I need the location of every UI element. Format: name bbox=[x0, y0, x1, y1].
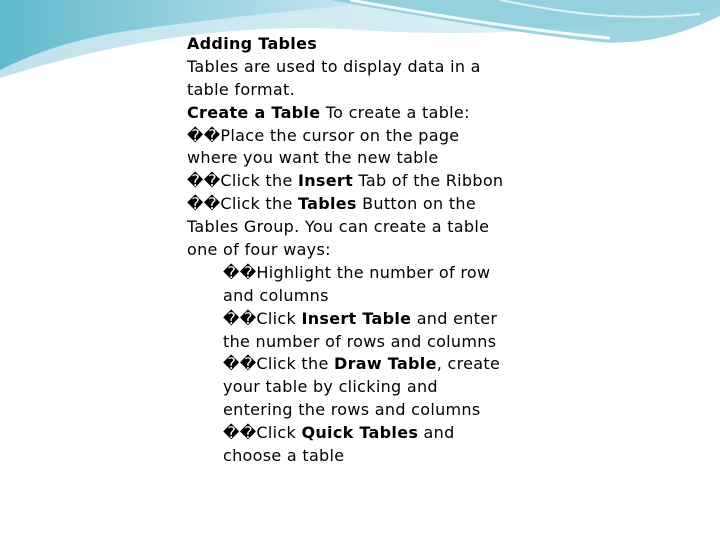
text-run: where you want the new table bbox=[187, 148, 439, 168]
text-run: your table by clicking and bbox=[223, 377, 438, 397]
text-run: entering the rows and columns bbox=[223, 400, 481, 420]
text-run: Click the bbox=[220, 171, 298, 191]
bullet-line bbox=[187, 353, 547, 376]
text-run: Tables Group. You can create a table bbox=[187, 217, 490, 237]
text-line bbox=[187, 399, 547, 422]
bullet-glyph: �� bbox=[187, 194, 221, 214]
text-line bbox=[187, 147, 547, 170]
bold-text: Insert bbox=[297, 171, 354, 191]
bullet-glyph: �� bbox=[223, 308, 257, 328]
bullet-glyph: �� bbox=[223, 423, 257, 443]
text-run: Tab of the Ribbon bbox=[353, 171, 504, 191]
bold-text: Draw Table bbox=[333, 354, 437, 374]
text-run: , create bbox=[436, 354, 501, 374]
text-run: Click the bbox=[256, 354, 334, 374]
text-line bbox=[187, 33, 547, 56]
text-line bbox=[187, 376, 547, 399]
text-line bbox=[187, 285, 547, 308]
bullet-line bbox=[187, 422, 547, 445]
text-run: table format. bbox=[187, 79, 295, 99]
text-line bbox=[187, 56, 547, 79]
text-run: Click bbox=[256, 423, 302, 443]
bold-text: Insert Table bbox=[301, 308, 412, 328]
text-line bbox=[187, 102, 547, 125]
text-run: Highlight the number of row bbox=[256, 262, 491, 282]
text-run: and bbox=[418, 423, 455, 443]
text-run: To create a table: bbox=[320, 102, 470, 122]
text-run: Place the cursor on the page bbox=[220, 125, 460, 145]
bullet-glyph: �� bbox=[223, 354, 257, 374]
text-line bbox=[187, 216, 547, 239]
bullet-line bbox=[187, 262, 547, 285]
bullet-glyph: �� bbox=[187, 125, 221, 145]
text-run: Button on the bbox=[356, 194, 476, 214]
bullet-glyph: �� bbox=[223, 262, 257, 282]
text-line bbox=[187, 331, 547, 354]
text-run: and columns bbox=[223, 285, 329, 305]
bullet-line bbox=[187, 193, 547, 216]
bold-text: Quick Tables bbox=[301, 423, 419, 443]
text-run: and enter bbox=[411, 308, 498, 328]
text-line bbox=[187, 79, 547, 102]
text-run: choose a table bbox=[223, 446, 345, 466]
text-run: Click bbox=[256, 308, 302, 328]
text-run: Click the bbox=[220, 194, 298, 214]
bullet-line bbox=[187, 308, 547, 331]
bold-text: Adding Tables bbox=[187, 34, 318, 53]
bold-text: Tables bbox=[297, 194, 357, 214]
bullet-line bbox=[187, 170, 547, 193]
bold-text: Create a Table bbox=[187, 102, 321, 122]
text-line bbox=[187, 445, 547, 468]
text-run: Tables are used to display data in a bbox=[187, 56, 481, 76]
bullet-glyph: �� bbox=[187, 171, 221, 191]
text-run: one of four ways: bbox=[187, 240, 331, 260]
text-line bbox=[187, 239, 547, 262]
bullet-line bbox=[187, 125, 547, 148]
slide-text-body bbox=[187, 33, 547, 468]
text-run: the number of rows and columns bbox=[223, 331, 497, 351]
